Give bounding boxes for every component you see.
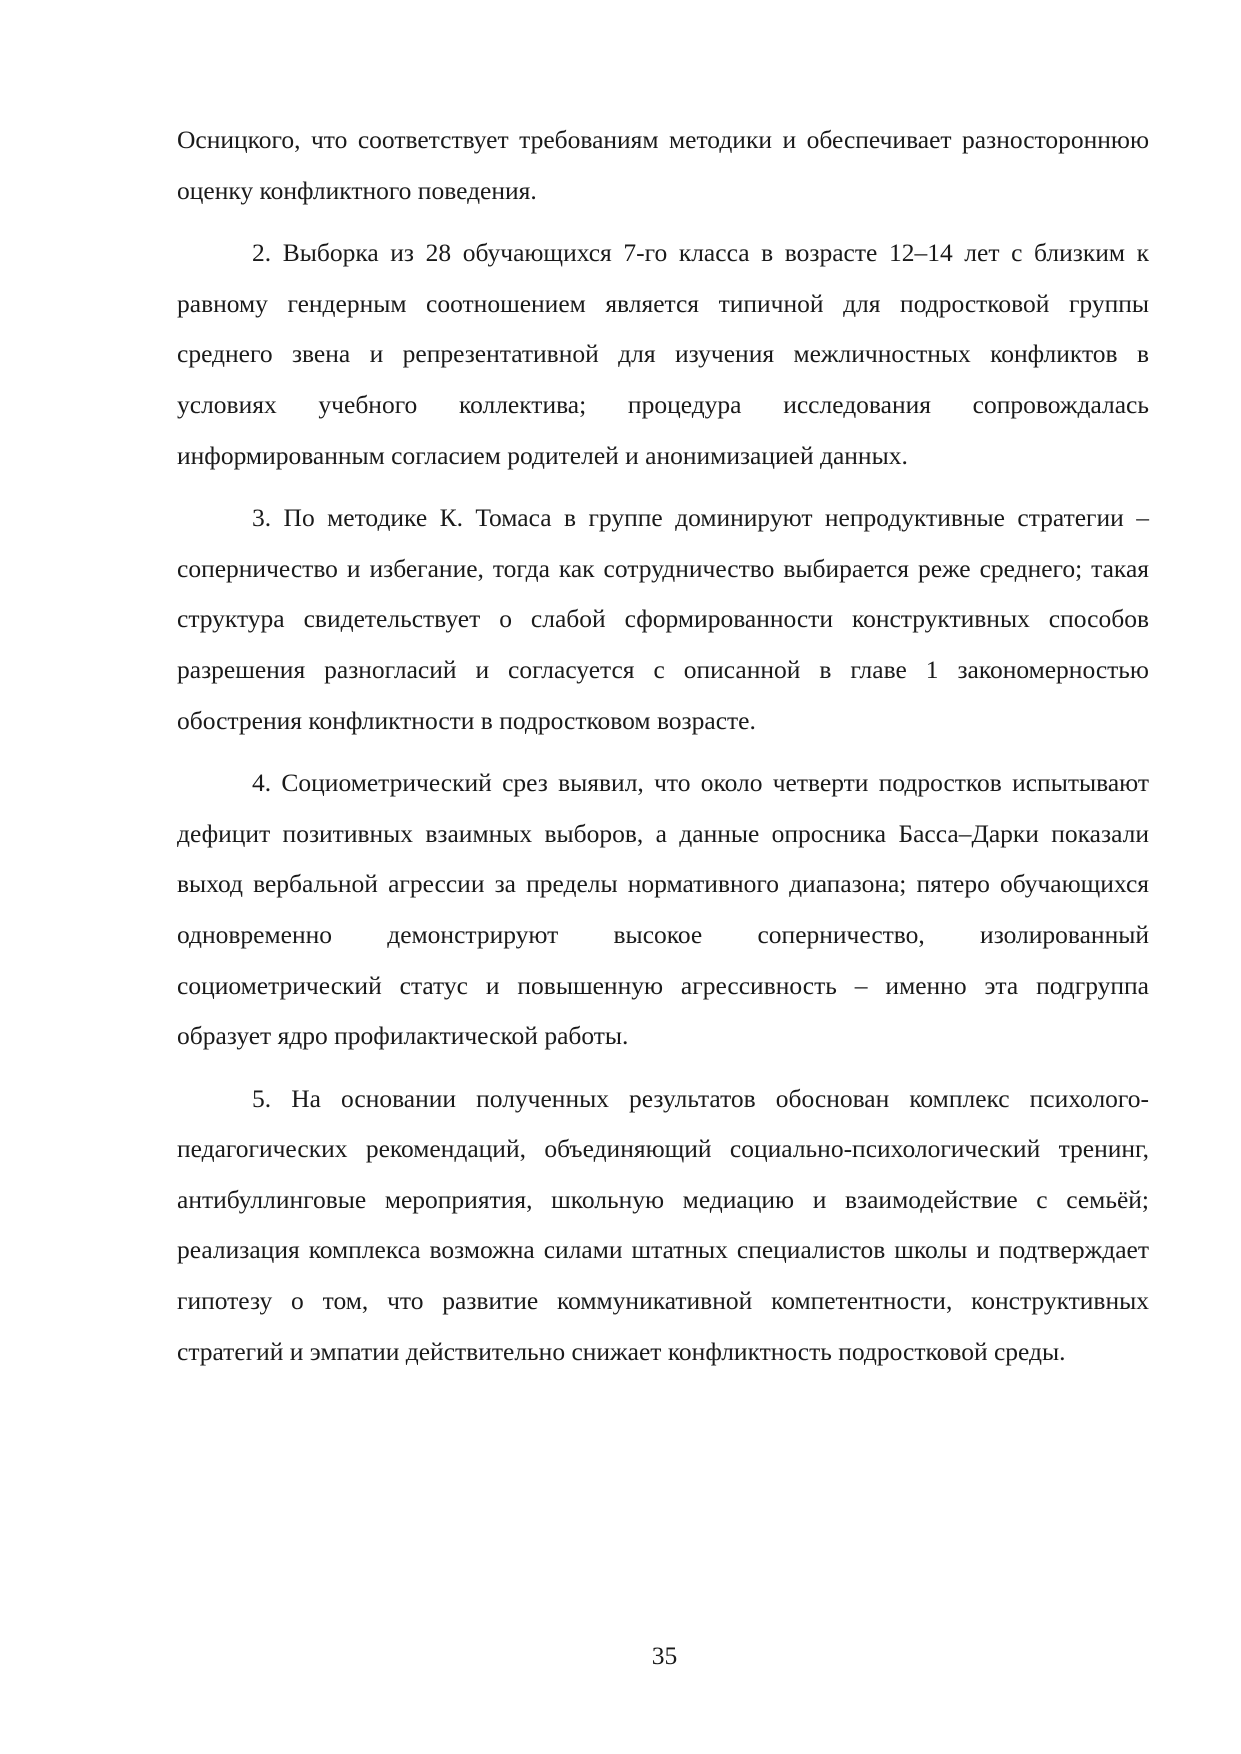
page-number: 35 <box>651 1641 678 1670</box>
paragraph-item-3: 3. По методике К. Томаса в группе доминируют непродуктивные стратегии – соперничество и избегание, тогда как сотрудничество выбирается реже среднего; такая структура свидетельствует о слабой сформированности конструктивных способов разрешения разногласий и согласуется с описанной в главе 1 закономерностью обострения конфликтности в подростковом возрасте. <box>177 503 1149 735</box>
body-text <box>177 115 1149 1377</box>
paragraph-item-4: 4. Социометрический срез выявил, что около четверти подростков испытывают дефицит позитивных взаимных выборов, а данные опросника Басса–Дарки показали выход вербальной агрессии за пределы нормативного диапазона; пятеро обучающихся одновременно демонстрируют высокое соперничество, изолированный социометрический статус и повышенную агрессивность – именно эта подгруппа образует ядро профилактической работы. <box>177 768 1149 1051</box>
paragraph-item-2: 2. Выборка из 28 обучающихся 7-го класса в возрасте 12–14 лет с близким к равному гендерным соотношением является типичной для подростковой группы среднего звена и репрезентативной для изучения межличностных конфликтов в условиях учебного коллектива; процедура исследования сопровождалась информированным согласием родителей и анонимизацией данных. <box>177 238 1149 470</box>
paragraph-item-5: 5. На основании полученных результатов обоснован комплекс психолого-педагогических рекомендаций, объединяющий социально-психологический тренинг, антибуллинговые мероприятия, школьную медиацию и взаимодействие с семьёй; реализация комплекса возможна силами штатных специалистов школы и подтверждает гипотезу о том, что развитие коммуникативной компетентности, конструктивных стратегий и эмпатии действительно снижает конфликтность подростковой среды. <box>177 1083 1149 1366</box>
paragraph-continuation: Осницкого, что соответствует требованиям методики и обеспечивает разностороннюю оценку конфликтного поведения. <box>177 125 1149 205</box>
